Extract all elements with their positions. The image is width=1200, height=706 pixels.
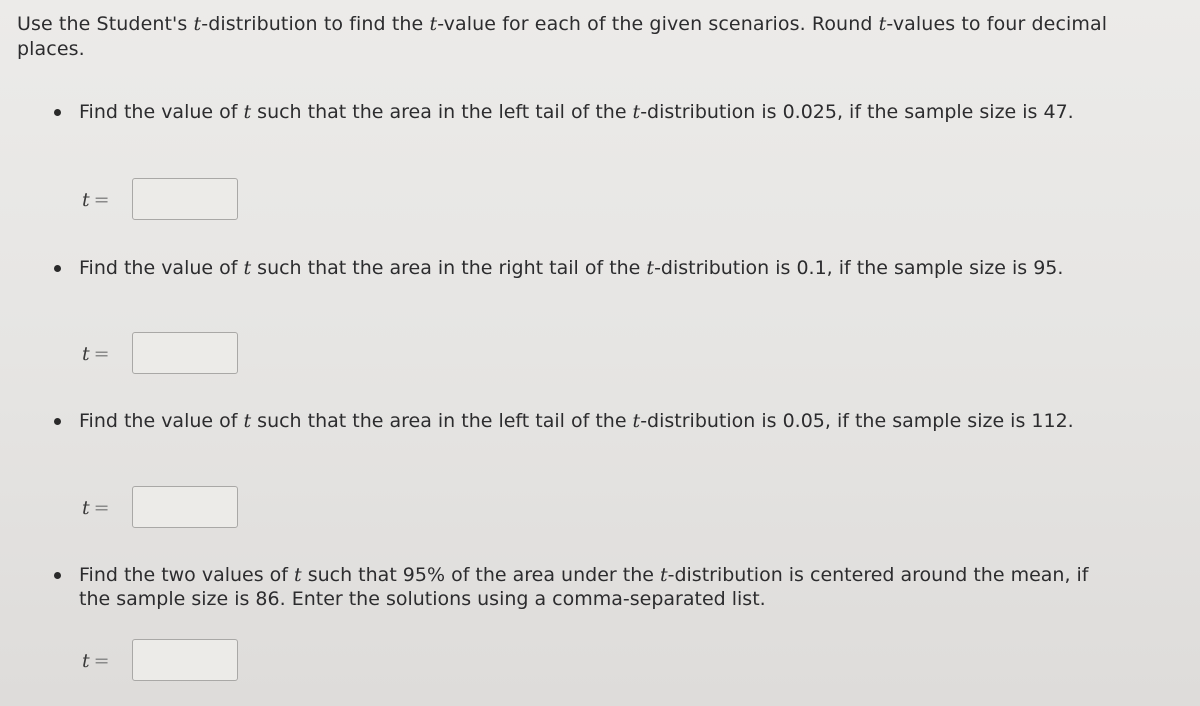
- answer-label: [82, 343, 110, 365]
- answer-label: [82, 650, 110, 672]
- bullet-icon: [54, 572, 61, 579]
- math-variable-t: t: [243, 257, 252, 279]
- question-text-part: such that the area in the right tail of the: [251, 257, 647, 279]
- question-text-part: Find the two values of: [79, 564, 295, 586]
- math-variable-t: t: [878, 13, 887, 35]
- instructions-part: Use the Student's: [17, 13, 194, 35]
- answer-variable: t: [82, 497, 90, 519]
- equals-sign: =: [93, 650, 110, 672]
- answer-input-3[interactable]: [132, 486, 238, 528]
- equals-sign: =: [93, 189, 110, 211]
- math-variable-t: t: [243, 410, 252, 432]
- question-text-part: -distribution is 0.05, if the sample size is 112.: [640, 410, 1074, 432]
- question-text: [79, 100, 1109, 124]
- answer-label: [82, 497, 110, 519]
- bullet-icon: [54, 109, 61, 116]
- bullet-icon: [54, 265, 61, 272]
- answer-variable: t: [82, 189, 90, 211]
- answer-input-4[interactable]: [132, 639, 238, 681]
- question-text-part: Find the value of: [79, 257, 244, 279]
- question-text-part: -distribution is 0.025, if the sample size is 47.: [640, 101, 1074, 123]
- instructions-part: -value for each of the given scenarios. Round: [437, 13, 879, 35]
- question-text-part: -distribution is 0.1, if the sample size is 95.: [654, 257, 1064, 279]
- question-text-part: Find the value of: [79, 410, 244, 432]
- math-variable-t: t: [632, 410, 641, 432]
- bullet-icon: [54, 418, 61, 425]
- math-variable-t: t: [646, 257, 655, 279]
- question-text-part: such that the area in the left tail of the: [251, 410, 633, 432]
- question-text: [79, 256, 1109, 280]
- question-text-part: Find the value of: [79, 101, 244, 123]
- equals-sign: =: [93, 343, 110, 365]
- instructions-part: -values to four decimal places.: [17, 13, 1108, 60]
- question-text-part: such that the area in the left tail of the: [251, 101, 633, 123]
- question-text: [79, 563, 1109, 611]
- math-variable-t: t: [193, 13, 202, 35]
- answer-label: [82, 189, 110, 211]
- answer-variable: t: [82, 650, 90, 672]
- answer-variable: t: [82, 343, 90, 365]
- math-variable-t: t: [632, 101, 641, 123]
- math-variable-t: t: [243, 101, 252, 123]
- math-variable-t: t: [659, 564, 668, 586]
- instructions-part: -distribution to find the: [201, 13, 430, 35]
- question-text-part: such that 95% of the area under the: [301, 564, 660, 586]
- question-text: [79, 409, 1109, 433]
- instructions-text: [17, 12, 1117, 62]
- math-variable-t: t: [429, 13, 438, 35]
- equals-sign: =: [93, 497, 110, 519]
- answer-input-2[interactable]: [132, 332, 238, 374]
- answer-input-1[interactable]: [132, 178, 238, 220]
- question-text-part: -distribution is centered around the mean, if the sample size is 86. Enter the solutions using a comma-separated list.: [79, 564, 1089, 610]
- math-variable-t: t: [294, 564, 302, 586]
